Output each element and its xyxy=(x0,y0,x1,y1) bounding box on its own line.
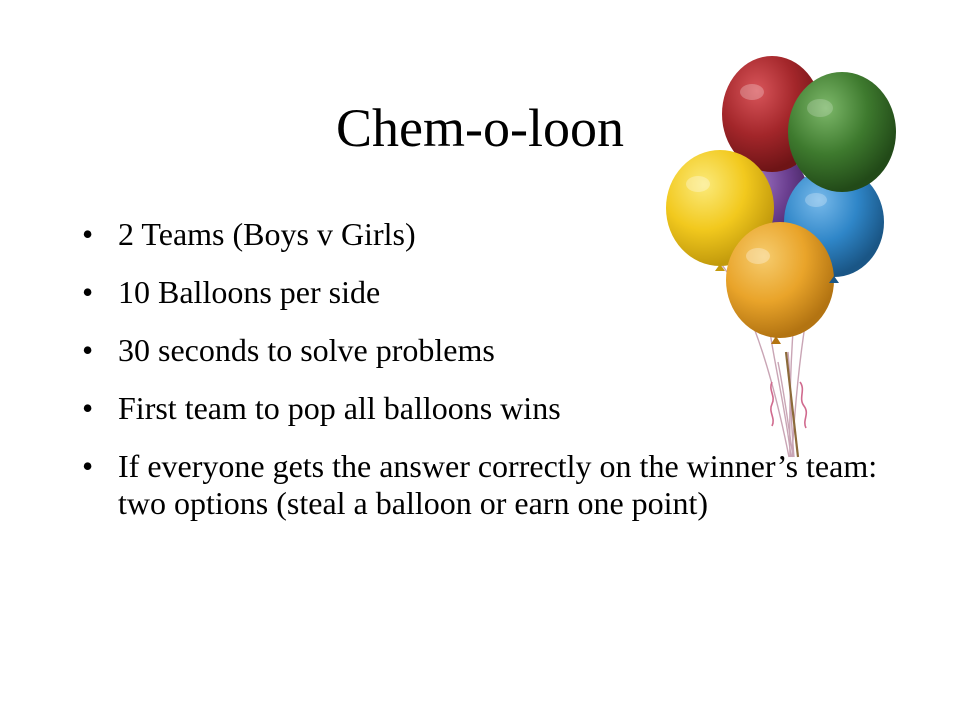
green-balloon xyxy=(788,72,896,192)
bullet-text: 2 Teams (Boys v Girls) xyxy=(118,216,416,252)
bullet-marker: • xyxy=(82,274,94,310)
slide-title: Chem-o-loon xyxy=(336,98,624,158)
balloon-bunch-image xyxy=(660,52,900,462)
bullet-text: 10 Balloons per side xyxy=(118,274,381,310)
bullet-text: If everyone gets the answer correctly on the winner’s team: two options (steal a balloon or earn one point) xyxy=(118,448,878,521)
bullet-marker: • xyxy=(82,332,94,368)
bullet-text: First team to pop all balloons wins xyxy=(118,390,561,426)
bullet-marker: • xyxy=(82,216,94,252)
bullet-text: 30 seconds to solve problems xyxy=(118,332,495,368)
bullet-marker: • xyxy=(82,448,94,484)
bullet-marker: • xyxy=(82,390,94,426)
orange-balloon xyxy=(726,222,834,338)
